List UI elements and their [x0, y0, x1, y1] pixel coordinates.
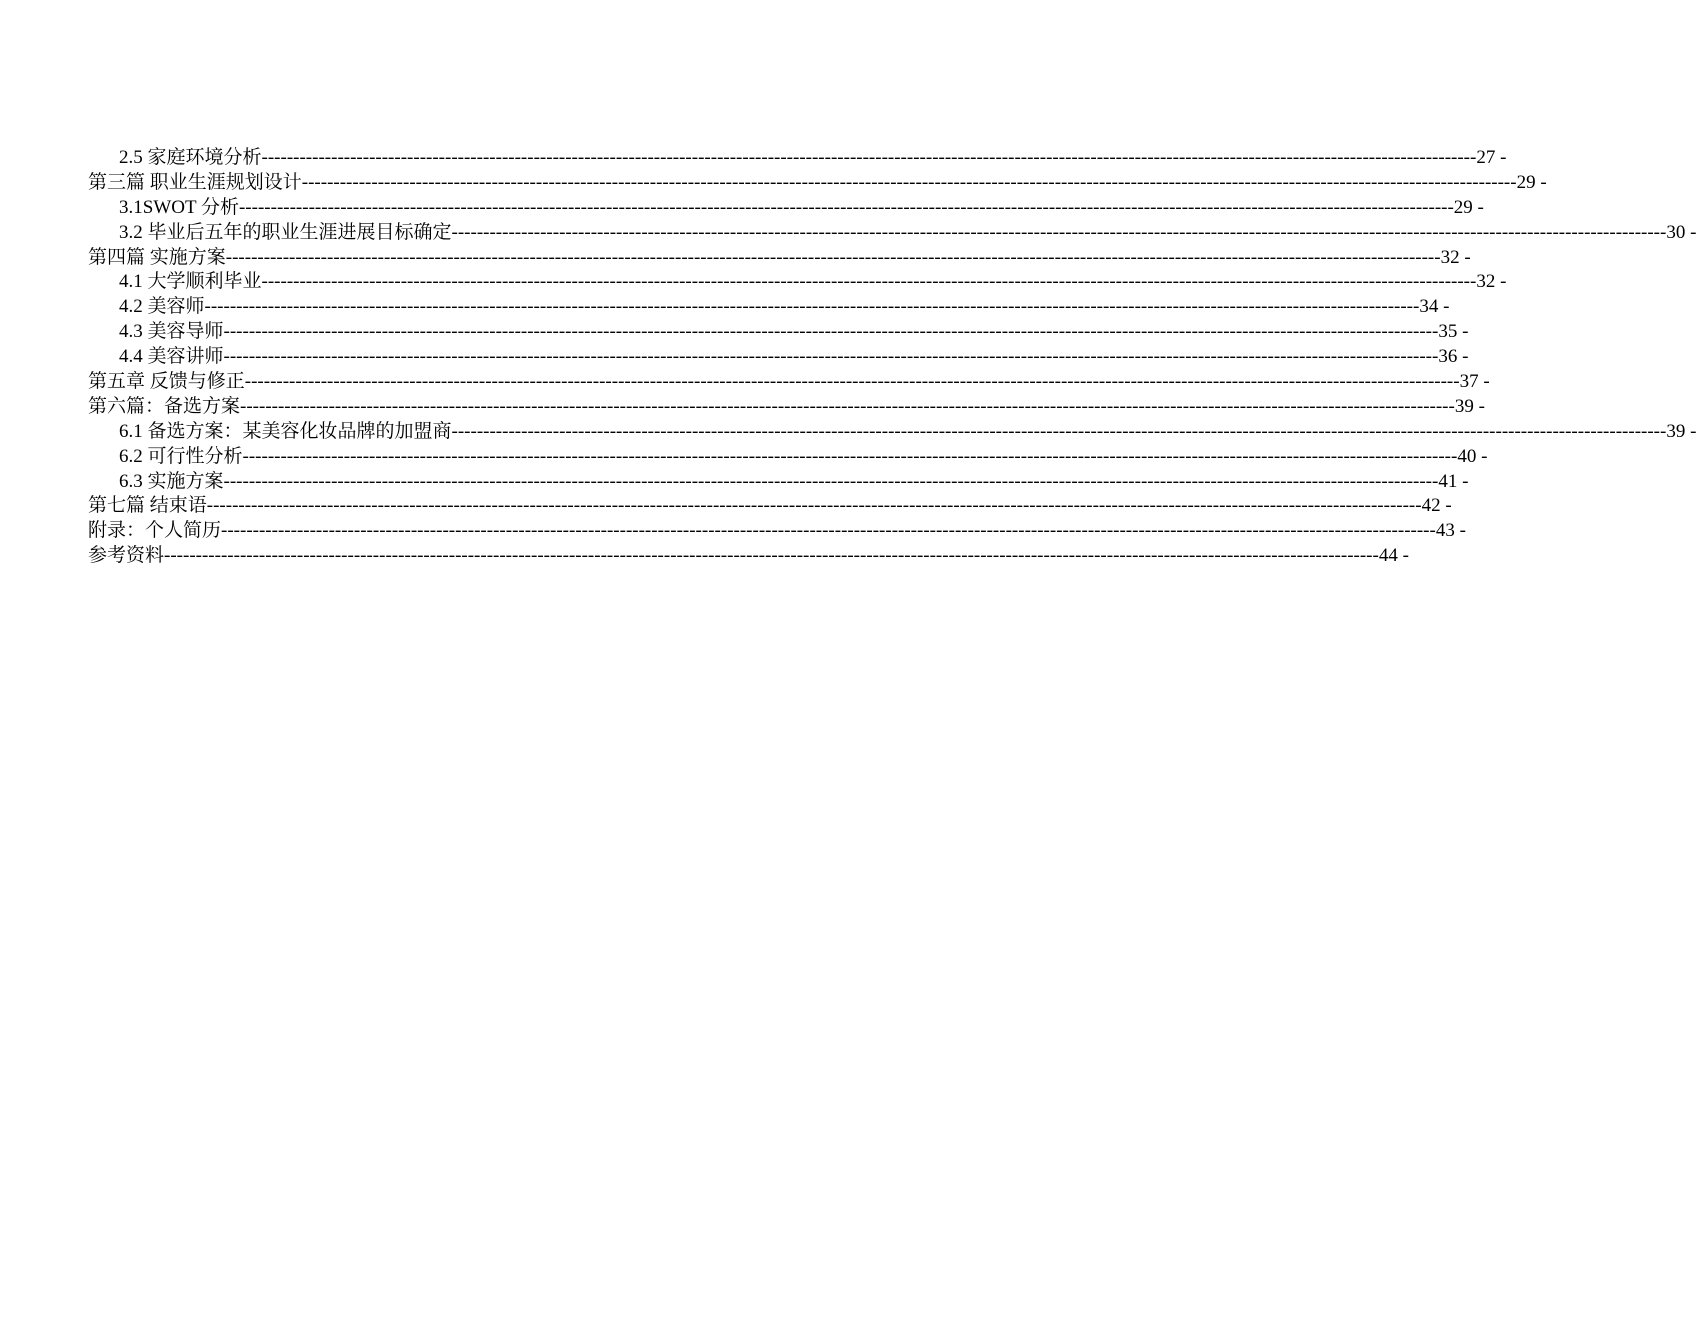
- toc-page-number: 35 -: [1438, 321, 1469, 343]
- toc-entry-title: 参考资料: [88, 545, 165, 567]
- toc-dot-leader: ------------------------------------------------------------------------------------------------------------------------------------------------------------------------------------------------: [451, 221, 1667, 243]
- toc-page-number: 34 -: [1419, 296, 1450, 318]
- toc-page-number: 29 -: [1453, 196, 1484, 218]
- toc-entry[interactable]: [88, 370, 1490, 395]
- toc-dot-leader: ------------------------------------------------------------------------------------------------------------------------------------------------------------------------------------------------: [240, 395, 1455, 417]
- toc-entry[interactable]: [88, 544, 1409, 569]
- toc-entry[interactable]: [88, 171, 1547, 196]
- toc-page-number: 27 -: [1476, 146, 1507, 168]
- toc-entry-title: 4.1 大学顺利毕业: [119, 271, 262, 293]
- toc-entry-title: 第三篇 职业生涯规划设计: [88, 171, 302, 193]
- toc-page-number: 32 -: [1476, 271, 1507, 293]
- toc-page-number: 39 -: [1666, 420, 1696, 442]
- toc-entry[interactable]: [88, 246, 1471, 271]
- toc-entry-title: 第四篇 实施方案: [88, 246, 226, 268]
- toc-entry-title: 6.1 备选方案：某美容化妆品牌的加盟商: [119, 420, 452, 442]
- toc-dot-leader: ------------------------------------------------------------------------------------------------------------------------------------------------------------------------------------------------: [238, 196, 1454, 218]
- toc-entry[interactable]: [88, 146, 1507, 171]
- toc-page-number: 30 -: [1666, 221, 1696, 243]
- toc-entry[interactable]: [88, 270, 1507, 295]
- toc-entry-title: 6.2 可行性分析: [119, 445, 243, 467]
- toc-entry-title: 4.2 美容师: [119, 296, 205, 318]
- toc-dot-leader: ------------------------------------------------------------------------------------------------------------------------------------------------------------------------------------------------: [206, 495, 1422, 517]
- toc-dot-leader: ------------------------------------------------------------------------------------------------------------------------------------------------------------------------------------------------: [221, 520, 1436, 542]
- toc-entry-title: 2.5 家庭环境分析: [119, 146, 262, 168]
- toc-page-number: 36 -: [1438, 346, 1469, 368]
- toc-entry-title: 4.3 美容导师: [119, 321, 224, 343]
- toc-dot-leader: ------------------------------------------------------------------------------------------------------------------------------------------------------------------------------------------------: [223, 321, 1439, 343]
- toc-page-number: 32 -: [1440, 246, 1471, 268]
- toc-dot-leader: ------------------------------------------------------------------------------------------------------------------------------------------------------------------------------------------------: [244, 371, 1460, 392]
- toc-entry[interactable]: [88, 420, 1696, 445]
- toc-entry[interactable]: [88, 320, 1469, 345]
- toc-page-number: 29 -: [1516, 171, 1547, 193]
- toc-entry-title: 第七篇 结束语: [88, 495, 207, 517]
- toc-entry-title: 附录：个人简历: [88, 520, 222, 542]
- toc-dot-leader: ------------------------------------------------------------------------------------------------------------------------------------------------------------------------------------------------: [223, 470, 1439, 492]
- toc-dot-leader: ------------------------------------------------------------------------------------------------------------------------------------------------------------------------------------------------: [204, 296, 1420, 318]
- toc-entry[interactable]: [88, 519, 1466, 544]
- toc-entry[interactable]: [88, 494, 1452, 519]
- toc-page-number: 40 -: [1457, 445, 1488, 467]
- toc-dot-leader: ------------------------------------------------------------------------------------------------------------------------------------------------------------------------------------------------: [242, 445, 1458, 467]
- toc-page-number: 37 -: [1459, 371, 1490, 392]
- toc-entry[interactable]: [88, 221, 1696, 246]
- toc-page-number: 44 -: [1378, 545, 1409, 567]
- toc-entry-title: 第五章 反馈与修正: [88, 371, 245, 392]
- table-of-contents: [88, 146, 1696, 569]
- toc-entry-title: 4.4 美容讲师: [119, 346, 224, 368]
- toc-entry-title: 3.2 毕业后五年的职业生涯进展目标确定: [119, 221, 452, 243]
- toc-page-number: 39 -: [1454, 395, 1485, 417]
- toc-dot-leader: ------------------------------------------------------------------------------------------------------------------------------------------------------------------------------------------------: [261, 146, 1477, 168]
- toc-dot-leader: ------------------------------------------------------------------------------------------------------------------------------------------------------------------------------------------------: [164, 545, 1379, 567]
- toc-entry[interactable]: [88, 345, 1469, 370]
- toc-entry[interactable]: [88, 196, 1484, 221]
- toc-entry-title: 3.1SWOT 分析: [119, 196, 239, 218]
- toc-entry-title: 6.3 实施方案: [119, 470, 224, 492]
- toc-dot-leader: ------------------------------------------------------------------------------------------------------------------------------------------------------------------------------------------------: [261, 271, 1477, 293]
- toc-page-number: 41 -: [1438, 470, 1469, 492]
- toc-dot-leader: ------------------------------------------------------------------------------------------------------------------------------------------------------------------------------------------------: [223, 346, 1439, 368]
- toc-entry-title: 第六篇：备选方案: [88, 395, 241, 417]
- toc-page-number: 42 -: [1421, 495, 1452, 517]
- toc-dot-leader: ------------------------------------------------------------------------------------------------------------------------------------------------------------------------------------------------: [301, 171, 1517, 193]
- toc-entry[interactable]: [88, 445, 1488, 470]
- toc-entry[interactable]: [88, 470, 1469, 495]
- toc-dot-leader: ------------------------------------------------------------------------------------------------------------------------------------------------------------------------------------------------: [225, 246, 1441, 268]
- toc-entry[interactable]: [88, 295, 1450, 320]
- toc-page-number: 43 -: [1435, 520, 1466, 542]
- toc-dot-leader: ------------------------------------------------------------------------------------------------------------------------------------------------------------------------------------------------: [451, 420, 1667, 442]
- toc-entry[interactable]: [88, 395, 1485, 420]
